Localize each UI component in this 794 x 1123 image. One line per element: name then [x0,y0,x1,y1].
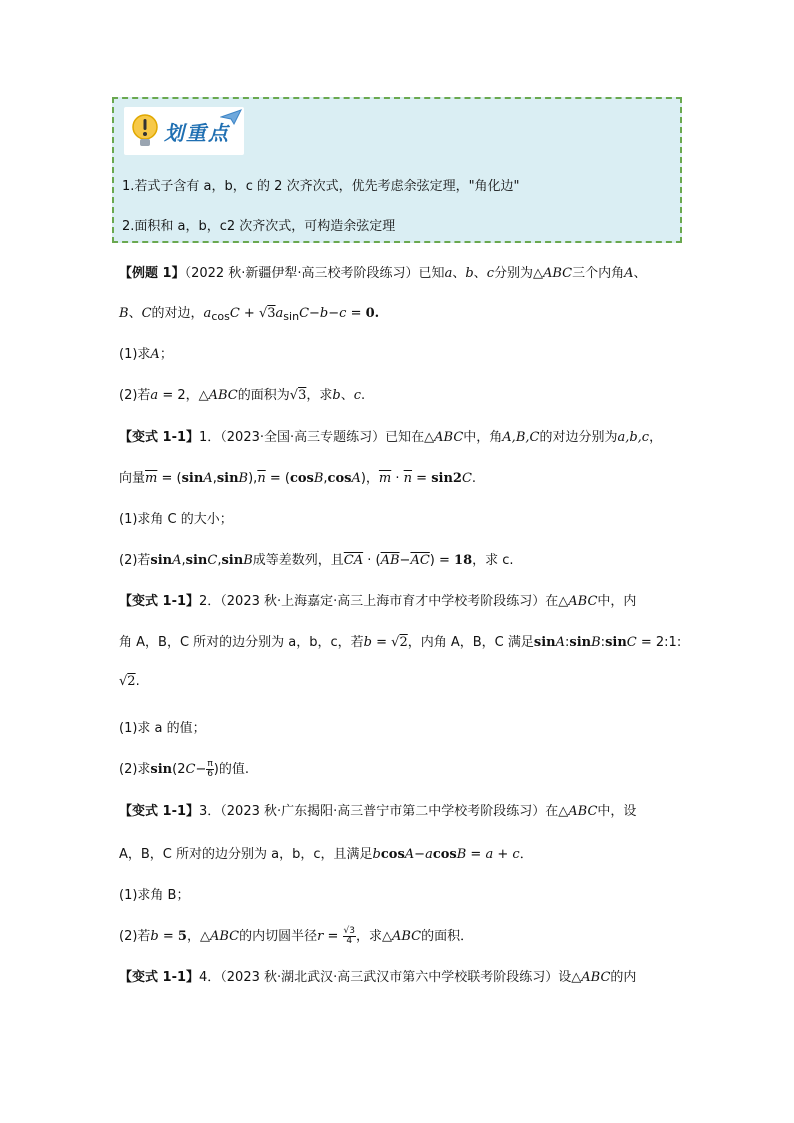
variant-4-line-1: 【变式 1-1】4．（2023 秋·湖北武汉·高三武汉市第六中学校联考阶段练习）设△ABC的内 [119,970,637,985]
key-points-badge [124,107,244,155]
variant-2-line-3: √2. [119,674,140,689]
variant-1-line-2: 向量$\overline{m} = (\sin A,\sin B),\overline{n} = (\cos B,\cos A)$，$\overline{m} \cdot \overline{n} = \sin 2C$. [119,471,477,486]
example-1-q2: (2)若a = 2，△ABC的面积为√3，求b、c. [119,388,366,403]
paper-plane-icon [220,109,242,125]
variant-2-line-2: 角 A，B，C 所对的边分别为 a，b，c，若b = √2，内角 A，B，C 满足sinA:sinB:sinC = 2:1: [119,635,682,650]
variant-3-line-2: A，B，C 所对的边分别为 a，b，c，且满足bcosA−acosB = a + c． [119,847,533,862]
variant-1-line-1: 【变式 1-1】1．（2023·全国·高三专题练习）已知在△ABC中，角A,B,C的对边分别为a,b,c， [119,430,663,445]
example-1-line-2: B、C的对边，$a_{cos}C + √3a_{sin}C-b-c = 0$. [119,306,380,323]
example-1-q1: (1)求A； [119,347,173,362]
variant-2-q1: (1)求 a 的值； [119,721,206,736]
variant-3-line-1: 【变式 1-1】3．（2023 秋·广东揭阳·高三普宁市第二中学校考阶段练习）在△ABC中，设 [119,804,637,819]
key-points-box [112,97,682,243]
key-point-1: 1.若式子含有 a，b，c 的 2 次齐次式，优先考虑余弦定理，"角化边" [122,179,520,194]
variant-3-q2: (2)若b = 5，△ABC的内切圆半径r = $\frac{√3}{4}$ ，求△ABC的面积． [119,926,474,946]
lightbulb-icon [130,113,160,149]
variant-1-q2: (2)若sinA,sinC,sinB成等差数列，且$\overline{CA} \cdot (\overline{AB}-\overline{AC}) = 18$，求 c. [119,553,514,568]
key-point-2: 2.面积和 a，b，c2 次齐次式，可构造余弦定理 [122,219,396,234]
badge-title: 划重点 [164,121,230,145]
variant-3-q1: (1)求角 B； [119,888,190,903]
variant-1-q1: (1)求角 C 的大小； [119,512,233,527]
variant-2-line-1: 【变式 1-1】2．（2023 秋·上海嘉定·高三上海市育才中学校考阶段练习）在△ABC中，内 [119,594,637,609]
variant-2-q2: (2)求sin(2C− $\frac{\pi}{6}$ )的值. [119,759,249,779]
example-1-line-1: 【例题 1】（2022 秋·新疆伊犁·高三校考阶段练习）已知a、b、c分别为△ABC三个内角A、 [119,266,647,281]
